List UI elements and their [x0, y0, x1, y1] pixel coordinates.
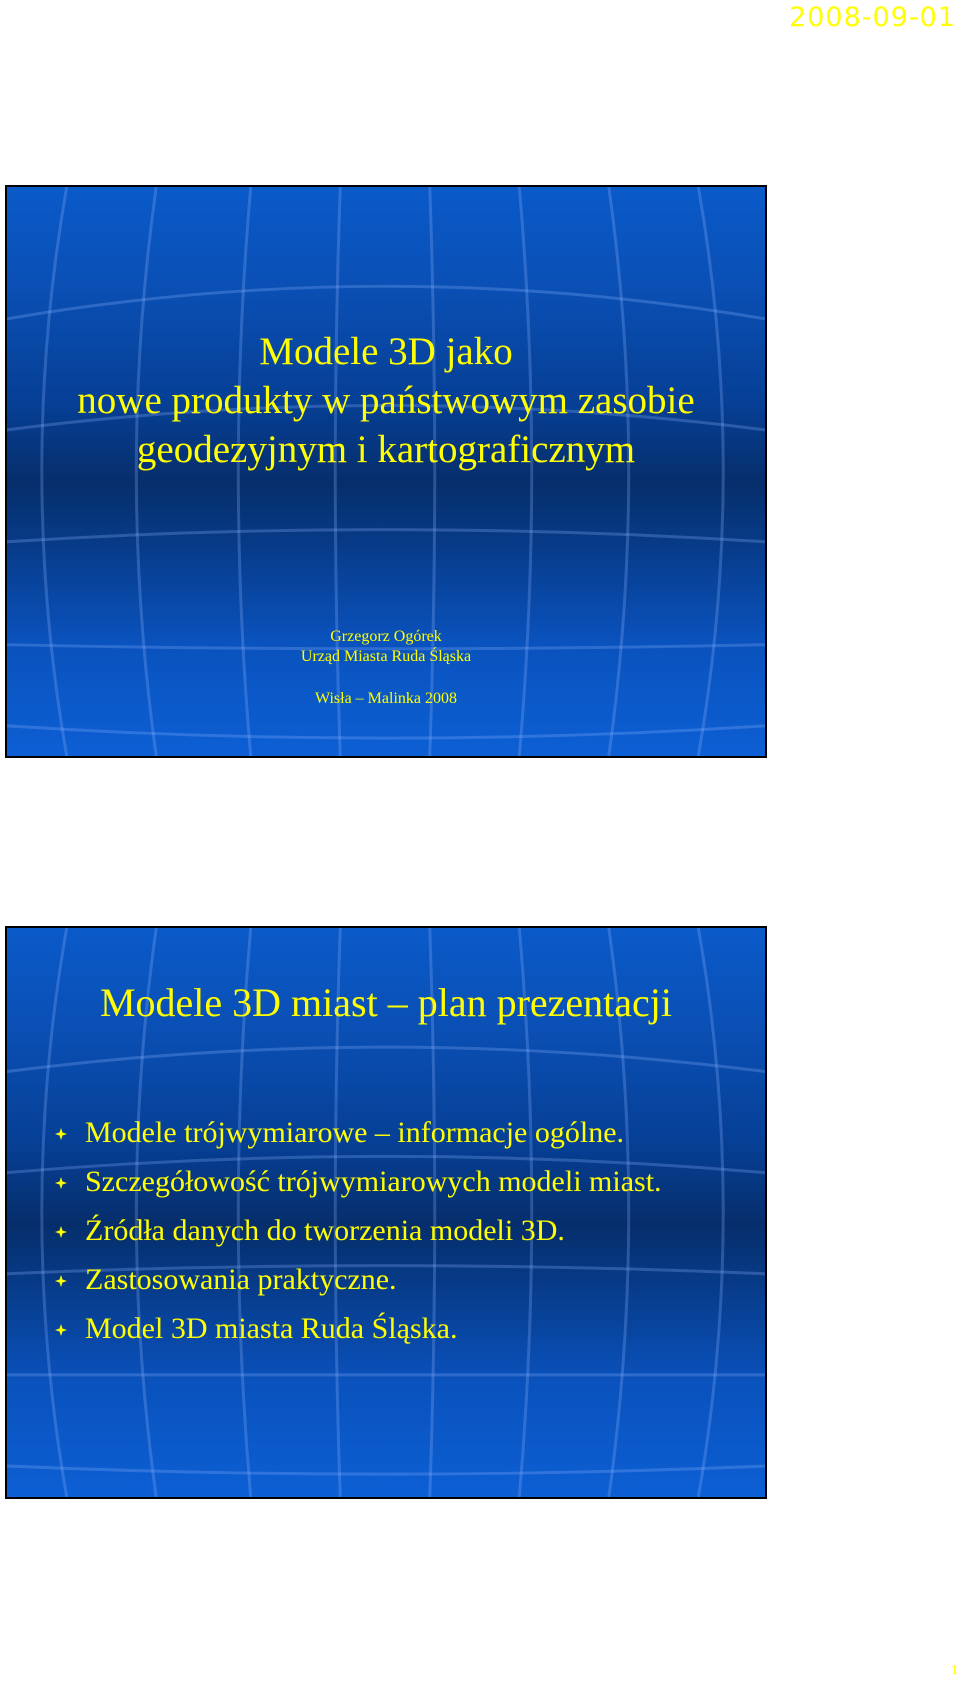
list-item [55, 1115, 745, 1150]
page-number: 1 [951, 1663, 958, 1678]
diamond-bullet-icon [55, 1177, 67, 1189]
agenda-slide [5, 926, 767, 1499]
slide-title [7, 327, 765, 474]
author-organization: Urząd Miasta Ruda Śląska [300, 648, 472, 665]
list-item-text: Szczegółowość trójwymiarowych modeli miast. [85, 1165, 662, 1198]
title-line: nowe produkty w państwowym zasobie [77, 379, 695, 422]
diamond-bullet-icon [55, 1226, 67, 1238]
date-stamp: 2008-09-01 [789, 2, 956, 33]
diamond-bullet-icon [55, 1128, 67, 1140]
agenda-list [55, 1115, 745, 1360]
list-item-text: Modele trójwymiarowe – informacje ogólne. [85, 1116, 625, 1149]
list-item-text: Zastosowania praktyczne. [85, 1263, 397, 1296]
author-block [7, 627, 765, 667]
event-name: Wisła – Malinka 2008 [315, 690, 457, 707]
list-item-text: Źródła danych do tworzenia modeli 3D. [85, 1214, 565, 1247]
list-item [55, 1262, 745, 1297]
diamond-bullet-icon [55, 1324, 67, 1336]
list-item [55, 1164, 745, 1199]
title-slide [5, 185, 767, 758]
title-line: geodezyjnym i kartograficznym [136, 428, 636, 471]
diamond-bullet-icon [55, 1275, 67, 1287]
slide-title: Modele 3D miast – plan prezentacji [99, 980, 673, 1025]
list-item [55, 1213, 745, 1248]
author-name: Grzegorz Ogórek [330, 628, 442, 645]
list-item [55, 1311, 745, 1346]
title-line: Modele 3D jako [259, 330, 513, 373]
list-item-text: Model 3D miasta Ruda Śląska. [85, 1312, 458, 1345]
